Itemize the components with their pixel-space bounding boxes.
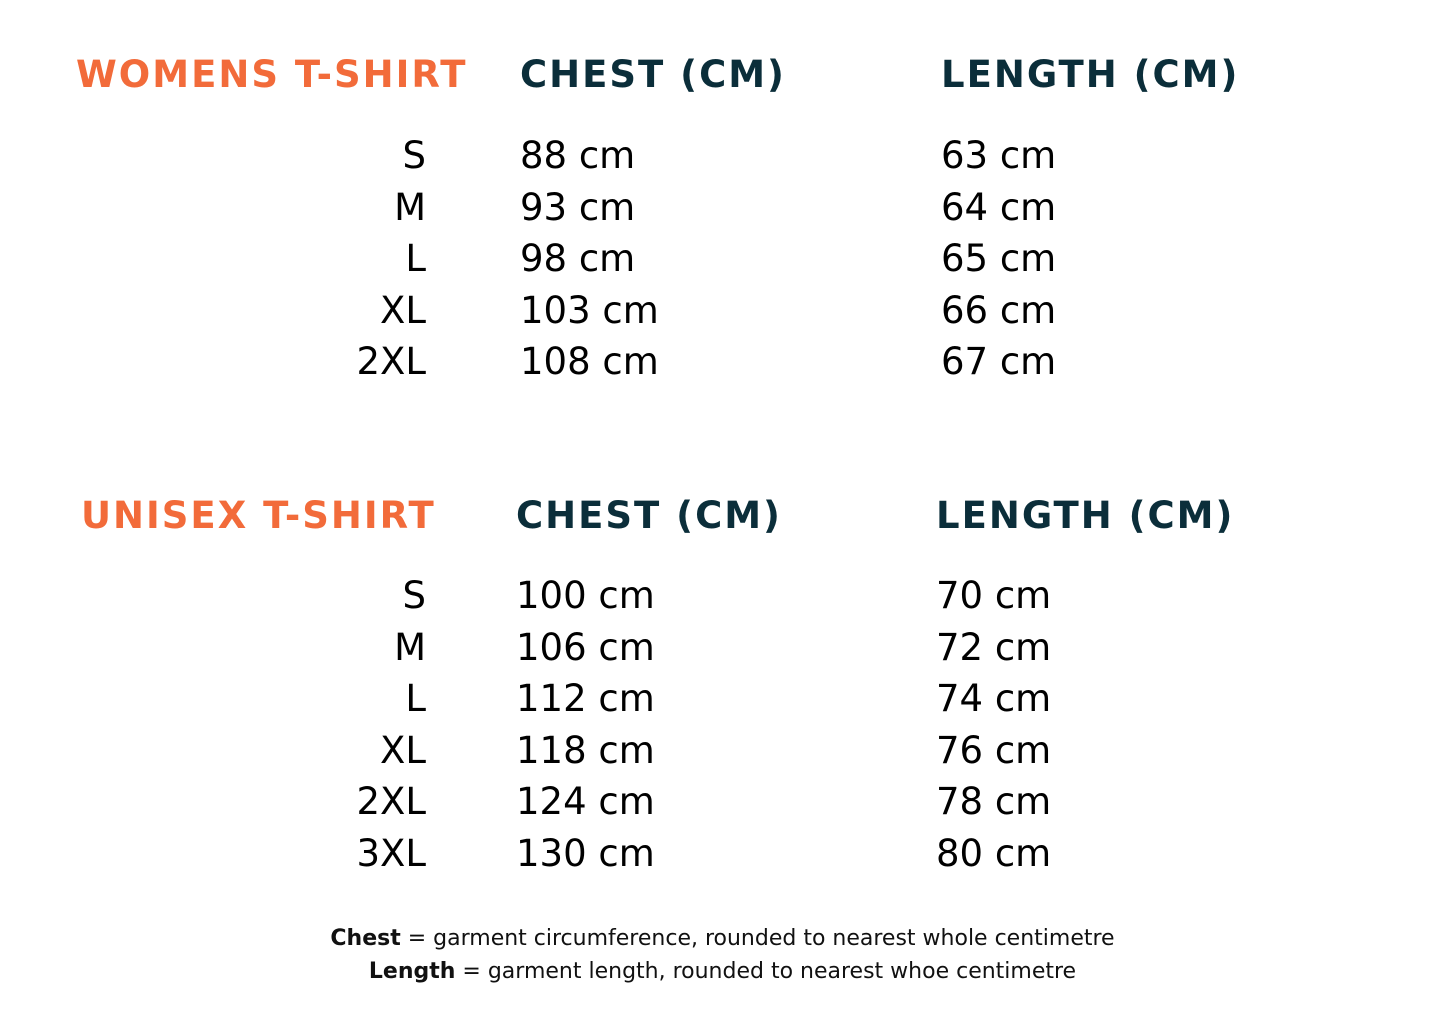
unisex-chest-cell: 118 cm (516, 728, 655, 772)
womens-length-cell: 64 cm (941, 185, 1057, 229)
unisex-chest-cell: 106 cm (516, 625, 655, 669)
womens-chest-cell: 103 cm (520, 288, 659, 332)
womens-chest-column (520, 130, 659, 388)
unisex-size-cell: L (405, 677, 426, 721)
unisex-length-cell: 72 cm (936, 625, 1052, 669)
womens-length-column (941, 130, 1056, 388)
unisex-chest-cell: 100 cm (516, 574, 655, 617)
chest-footnote-term: Chest (330, 926, 401, 951)
unisex-size-cell: XL (380, 728, 426, 772)
womens-length-cell: 65 cm (941, 237, 1057, 281)
unisex-length-cell: 80 cm (936, 831, 1052, 875)
unisex-chest-cell: 124 cm (516, 780, 655, 824)
unisex-chest-heading: CHEST (CM) (516, 494, 782, 537)
womens-size-cell: L (405, 237, 426, 281)
womens-table-title: WOMENS T-SHIRT (76, 53, 468, 96)
unisex-size-cell: 3XL (356, 831, 426, 875)
womens-length-cell: 67 cm (941, 340, 1057, 384)
womens-size-cell: S (402, 134, 426, 177)
womens-chest-cell: 108 cm (520, 340, 659, 384)
womens-chest-heading: CHEST (CM) (520, 53, 786, 96)
unisex-chest-cell: 130 cm (516, 831, 655, 875)
length-footnote-definition: = garment length, rounded to nearest whoe centimetre (455, 959, 1077, 984)
womens-length-cell: 63 cm (941, 134, 1057, 177)
unisex-size-cell: S (402, 574, 426, 617)
unisex-size-column (276, 570, 426, 880)
unisex-length-heading: LENGTH (CM) (936, 494, 1235, 537)
unisex-length-cell: 78 cm (936, 780, 1052, 824)
womens-chest-cell: 98 cm (520, 237, 636, 281)
unisex-size-cell: M (394, 625, 426, 669)
womens-size-cell: XL (380, 288, 426, 332)
womens-size-column (276, 130, 426, 388)
womens-length-heading: LENGTH (CM) (941, 53, 1240, 96)
length-footnote (0, 955, 1445, 988)
womens-size-cell: 2XL (356, 340, 426, 384)
length-footnote-term: Length (368, 959, 456, 984)
chest-footnote-definition: = garment circumference, rounded to nearest whole centimetre (400, 926, 1115, 951)
womens-chest-cell: 88 cm (520, 134, 636, 177)
unisex-table-title: UNISEX T-SHIRT (81, 494, 436, 537)
unisex-chest-column (516, 570, 655, 880)
unisex-length-cell: 74 cm (936, 677, 1052, 721)
womens-chest-cell: 93 cm (520, 185, 636, 229)
womens-length-cell: 66 cm (941, 288, 1057, 332)
unisex-length-column (936, 570, 1051, 880)
unisex-size-cell: 2XL (356, 780, 426, 824)
unisex-length-cell: 76 cm (936, 728, 1052, 772)
chest-footnote (0, 922, 1445, 955)
unisex-length-cell: 70 cm (936, 574, 1052, 617)
womens-size-cell: M (394, 185, 426, 229)
unisex-chest-cell: 112 cm (516, 677, 655, 721)
